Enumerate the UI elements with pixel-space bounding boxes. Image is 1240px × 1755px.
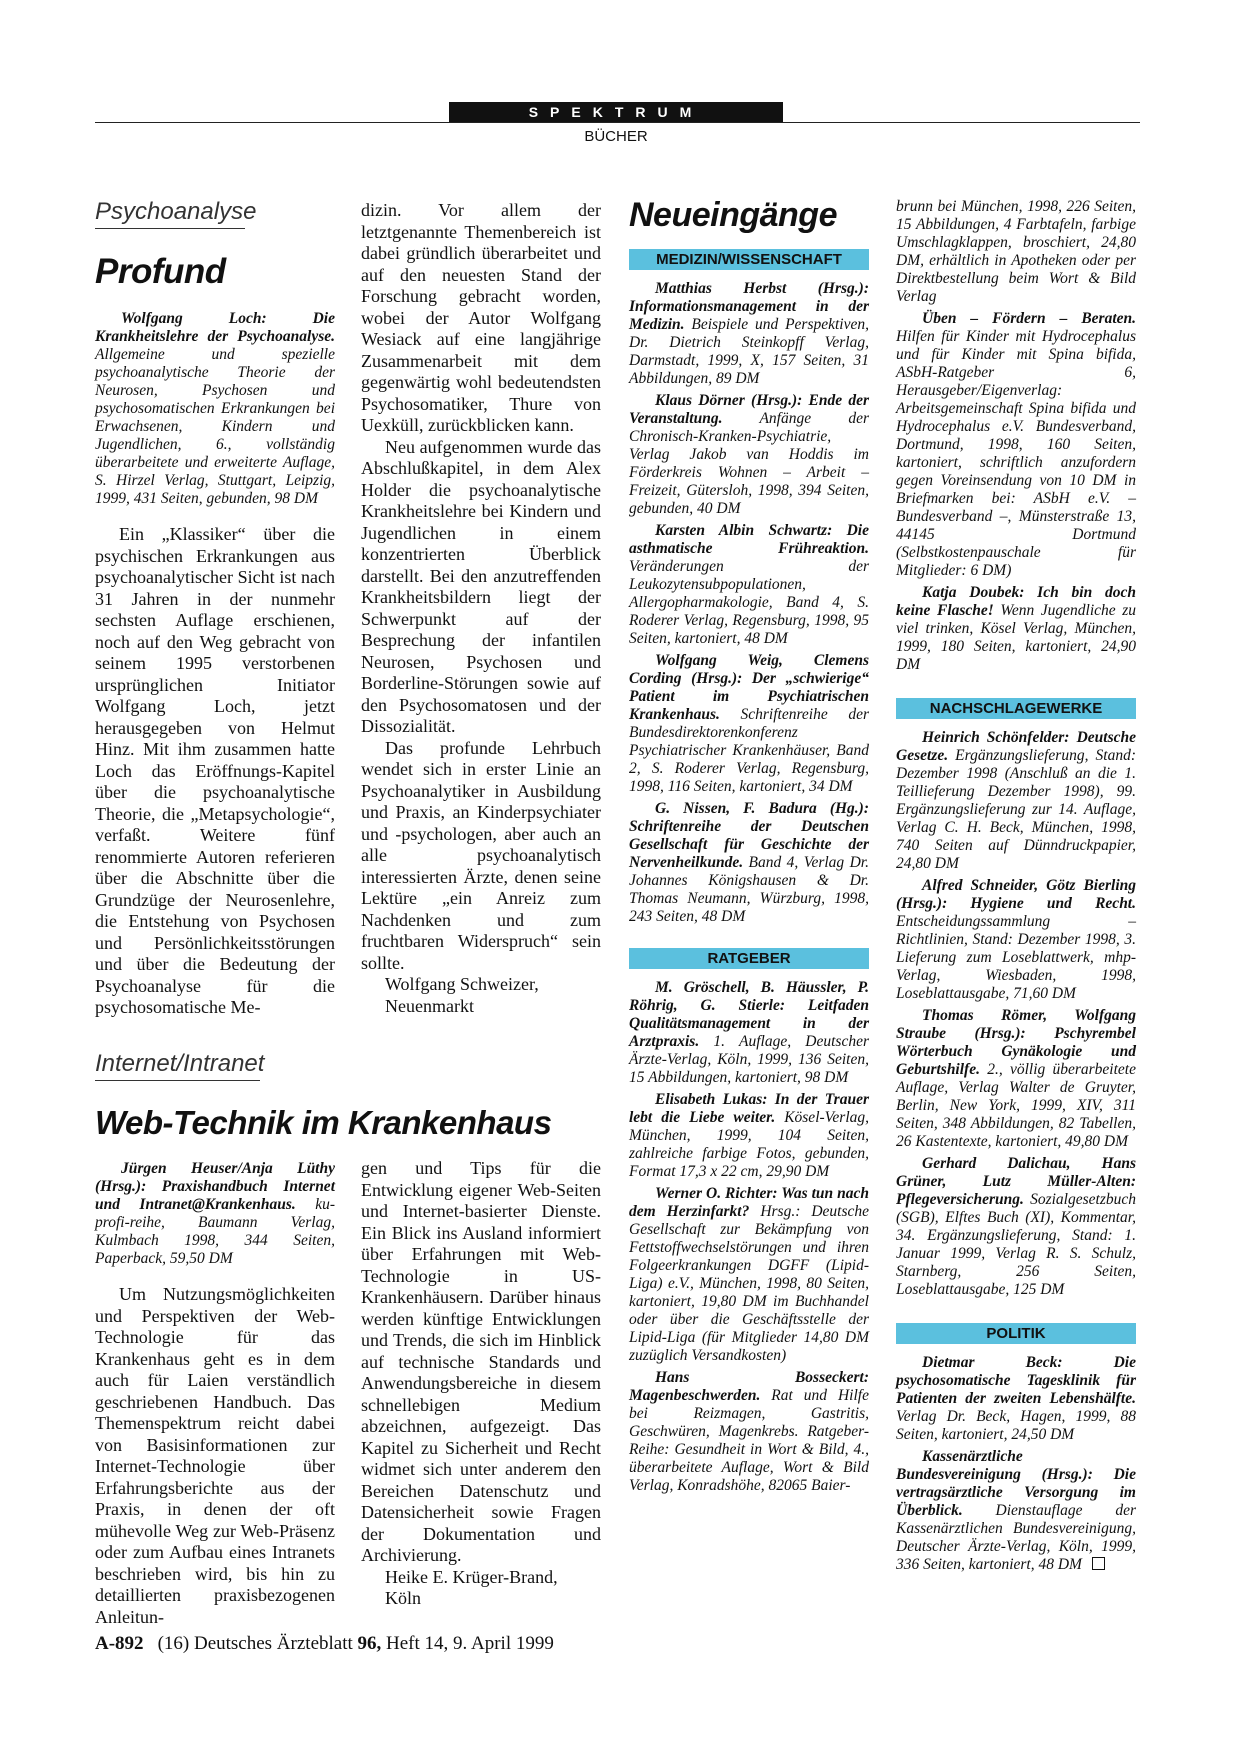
article2-paragraph-1-cont: gen und Tips für die Entwicklung eigener Web-Seiten und Internet-basierter Dienste. Ein Blick ins Ausland informiert über Erfahrungen mit Web-Technologie in US-Krankenhäusern. Darüber hinaus werden künftige Entwicklungen und Trends, die sich im Hinblick auf technische Standards und Anwendungsbereiche in diesem schnellebigen Medium abzeichnen, aufgezeigt. Das Kapitel zu Sicherheit und Recht widmet sich unter anderem den Bereichen Datenschutz und Datensicherheit sowie Fragen der Dokumentation und Archivierung. [361,1158,601,1565]
list-item: Dietmar Beck: Die psychosomatische Tagesklinik für Patienten der zweiten Lebenshälfte. Verlag Dr. Beck, Hagen, 1999, 88 Seiten, kartoniert, 24,50 DM [896,1354,1136,1443]
article2-col1 [95,1160,335,1628]
header-rule [95,122,1140,123]
neueingaenge-col4 [896,198,1136,1578]
category-nachschlagewerke: NACHSCHLAGEWERKE [896,698,1136,719]
footer-issue: Heft 14, 9. April 1999 [381,1633,554,1654]
list-item: Matthias Herbst (Hrsg.): Informationsmanagement in der Medizin. Beispiele und Perspektiven, Dr. Dietrich Steinkopff Verlag, Darmstadt, 1999, X, 157 Seiten, 31 Abbildungen, 89 DM [629,280,869,387]
section-label: BÜCHER [584,128,648,145]
list-item: M. Gröschell, B. Häussler, P. Röhrig, G. Stierle: Leitfaden Qualitätsmanagement in der Arztpraxis. 1. Auflage, Deutscher Ärzte-Verlag, Köln, 1999, 136 Seiten, 15 Abbildungen, kartoniert, 98 DM [629,979,869,1086]
list-item: Kassenärztliche Bundesvereinigung (Hrsg.): Die vertragsärztliche Versorgung im Überblick. Dienstauflage der Kassenärztlichen Bundesvereinigung, Deutscher Ärzte-Verlag, Köln, 1999, 336 Seiten, kartoniert, 48 DM [896,1448,1136,1573]
category-medizin: MEDIZIN/WISSENSCHAFT [629,249,869,270]
list-item: Hans Bosseckert: Magenbeschwerden. Rat und Hilfe bei Reizmagen, Gastritis, Geschwüren, Magenkrebs. Ratgeber-Reihe: Gesundheit in Wort & Bild, 4., überarbeitete Auflage, Wort & Bild Verlag, Konradshöhe, 82065 Baier- [629,1369,869,1494]
list-item: Wolfgang Weig, Clemens Cording (Hrsg.): Der „schwierige“ Patient im Psychiatrischen Krankenhaus. Schriftenreihe der Bundesdirektorenkonferenz Psychiatrischer Krankenhäuser, Band 2, S. Roderer Verlag, Regensburg, 1998, 116 Seiten, kartoniert, 34 DM [629,652,869,795]
footer-citation: (16) Deutsches Ärzteblatt [157,1633,358,1654]
neueingaenge-col3 [629,196,869,1499]
article2-title: Web-Technik im Krankenhaus [95,1104,552,1141]
article2-paragraph-1: Um Nutzungsmöglichkeiten und Perspektiven der Web-Technologie für das Krankenhaus geht es in dem auch für Laien verständlich geschriebenen Handbuch. Das Themenspektrum reicht dabei von Basisinformationen zur Internet-Technologie über Erfahrungsberichte aus der Praxis, in denen der oft mühevolle Weg zur Web-Präsenz oder zum Aufbau eines Intranets beschrieben wird, bis hin zu detaillierten praxisbezogenen Anleitun- [95,1284,335,1627]
end-mark-icon [1092,1557,1105,1570]
footer-volume: 96, [357,1633,382,1654]
category-politik: POLITIK [896,1323,1136,1344]
neueingaenge-title: Neueingänge [629,196,837,234]
article1-author: Wolfgang Schweizer, [385,974,539,994]
list-item: Üben – Fördern – Beraten. Hilfen für Kinder mit Hydrocephalus und für Kinder mit Spina bifida, ASbH-Ratgeber 6, Herausgeber/Eigenverlag: Arbeitsgemeinschaft Spina bifida und Hydrocephalus e.V. Bundesverband, Dortmund, 1998, 160 Seiten, kartoniert, schriftlich anzufordern gegen Voreinsendung von 10 DM in Briefmarken bei: ASbH e.V. – Bundesverband –, Münsterstraße 13, 44145 Dortmund (Selbstkostenpauschale für Mitglieder: 6 DM) [896,310,1136,579]
article1-col1 [95,310,335,1019]
list-item: G. Nissen, F. Badura (Hg.): Schriftenreihe der Deutschen Gesellschaft für Geschichte der Nervenheilkunde. Band 4, Verlag Dr. Johannes Königshausen & Dr. Thomas Neumann, Würzburg, 1998, 243 Seiten, 48 DM [629,800,869,925]
article1-bib-detail: Allgemeine und spezielle psychoanalytische Theorie der Neurosen, Psychosen und psychosomatischen Erkrankungen bei Erwachsenen, Kindern und Jugendlichen, 6., vollständig überarbeitete und erweiterte Auflage, S. Hirzel Verlag, Stuttgart, Leipzig, 1999, 431 Seiten, gebunden, 98 DM [95,346,335,507]
article1-paragraph-1-cont: dizin. Vor allem der letztgenannte Themenbereich ist dabei gründlich überarbeitet und auf den neuesten Stand der Forschung gebracht worden, wobei der Autor Wolfgang Wesiack auf eine langjährige Zusammenarbeit mit dem gegenwärtig wohl bedeutendsten Psychosomatiker, Thure von Uexküll, zurückblicken kann. [361,200,601,435]
article1-kicker: Psychoanalyse [95,198,245,229]
list-item: Karsten Albin Schwartz: Die asthmatische Frühreaktion. Veränderungen der Leukozytensubpopulationen, Allergopharmakologie, Band 4, S. Roderer Verlag, Regensburg, 1998, 95 Seiten, kartoniert, 48 DM [629,522,869,647]
list-item-cont: brunn bei München, 1998, 226 Seiten, 15 Abbildungen, 4 Farbtafeln, farbige Umschlagklappen, broschiert, 24,80 DM, erhältlich in Apotheken oder per Direktbestellung beim Wort & Bild Verlag [896,198,1136,305]
page-number: A-892 [95,1633,144,1654]
article1-paragraph-3: Das profunde Lehrbuch wendet sich in erster Linie an Psychoanalytiker in Ausbildung und Praxis, an Kinderpsychiater und -psychologen, aber auch an alle psychoanalytisch interessierten Ärzte, denen seine Lektüre „ein Anreiz zum Nachdenken und zum fruchtbaren Widerspruch“ sein sollte. [361,737,601,973]
article1-col2 [361,200,601,1017]
list-item: Gerhard Dalichau, Hans Grüner, Lutz Müller-Alten: Pflegeversicherung. Sozialgesetzbuch (SGB), Elftes Buch (XI), Kommentar, 34. Ergänzungslieferung, Stand: 1. Januar 1999, Verlag R. S. Schulz, Starnberg, 256 Seiten, Loseblattausgabe, 125 DM [896,1155,1136,1298]
masthead: SPEKTRUM [449,102,783,123]
list-item: Elisabeth Lukas: In der Trauer lebt die Liebe weiter. Kösel-Verlag, München, 1999, 104 Seiten, zahlreiche farbige Fotos, gebunden, Format 17,3 x 22 cm, 29,90 DM [629,1091,870,1180]
list-item: Thomas Römer, Wolfgang Straube (Hrsg.): Pschyrembel Wörterbuch Gynäkologie und Geburtshilfe. 2., völlig überarbeitete Auflage, Verlag Walter de Gruyter, Berlin, New York, 1999, XIV, 311 Seiten, 348 Abbildungen, 82 Tabellen, 26 Kastentexte, kartoniert, 49,80 DM [896,1007,1136,1150]
list-item: Alfred Schneider, Götz Bierling (Hrsg.): Hygiene und Recht. Entscheidungssammlung – Richtlinien, Stand: Dezember 1998, 3. Lieferung zum Loseblattwerk, mhp-Verlag, Wiesbaden, 1998, Loseblattausgabe, 71,60 DM [896,877,1136,1002]
article1-author-place: Neuenmarkt [385,995,474,1016]
article2-bib-detail: ku-profi-reihe, Baumann Verlag, Kulmbach 1998, 344 Seiten, Paperback, 59,50 DM [95,1196,335,1267]
article2-kicker: Internet/Intranet [95,1050,260,1081]
list-item: Heinrich Schönfelder: Deutsche Gesetze. Ergänzungslieferung, Stand: Dezember 1998 (Anschluß an die 1. Teillieferung Dezember 1998), 99. Ergänzungslieferung zur 14. Auflage, Verlag C. H. Beck, München, 1998, 740 Seiten auf Dünndruckpapier, 24,80 DM [896,729,1136,872]
article2-author: Heike E. Krüger-Brand, [385,1566,558,1587]
article1-paragraph-2: Neu aufgenommen wurde das Abschlußkapitel, in dem Alex Holder die psychoanalytische Krankheitslehre bei Kindern und Jugendlichen in einem konzentrierten Überblick darstellt. Bei den anzutreffenden Krankheitsbildern liegt der Schwerpunkt auf der Besprechung der infantilen Neurosen, Psychosen und Borderline-Störungen sowie auf den Psychosomatosen und der Dissozialität. [361,436,601,736]
article2-author-place: Köln [385,1588,421,1608]
article1-paragraph-1: Ein „Klassiker“ über die psychischen Erkrankungen aus psychoanalytischer Sicht ist nach 31 Jahren in der nunmehr sechsten Auflage erschienen, noch auf den Weg gebracht von seinem 1995 verstorbenen ursprünglichen Initiator Wolfgang Loch, jetzt herausgegeben von Helmut Hinz. Mit ihm zusammen hatte Loch das Eröffnungs-Kapitel über die psychoanalytische Theorie, die „Metapsychologie“, verfaßt. Weitere fünf renommierte Autoren referieren über die Abschnitte über die Grundzüge der Neurosenlehre, die Entstehung von Psychosen und Persönlichkeitsstörungen und über die Bedeutung der Psychoanalyse für die psychosomatische Me- [95,524,335,1017]
article1-bib-author: Wolfgang Loch: Die Krankheitslehre der Psychoanalyse. [95,310,335,345]
list-item: Katja Doubek: Ich bin doch keine Flasche! Wenn Jugendliche zu viel trinken, Kösel Verlag, München, 1999, 180 Seiten, kartoniert, 24,90 DM [896,584,1136,673]
page-footer [95,1633,554,1655]
list-item: Klaus Dörner (Hrsg.): Ende der Veranstaltung. Anfänge der Chronisch-Kranken-Psychiatrie, Verlag Jakob van Hoddis im Förderkreis Wohnen – Arbeit – Freizeit, Gütersloh, 1998, 394 Seiten, gebunden, 40 DM [629,392,869,517]
category-ratgeber: RATGEBER [629,948,869,969]
article2-col2 [361,1158,601,1610]
list-item: Werner O. Richter: Was tun nach dem Herzinfarkt? Hrsg.: Deutsche Gesellschaft zur Bekämpfung von Fettstoffwechselstörungen und ihren Folgeerkrankungen DGFF (Lipid-Liga) e.V., München, 1998, 80 Seiten, kartoniert, 19,80 DM im Buchhandel oder über die Geschäftsstelle der Lipid-Liga (für Mitglieder 14,80 DM zuzüglich Versandkosten) [629,1185,869,1364]
article2-bib-author: Jürgen Heuser/Anja Lüthy (Hrsg.): Praxishandbuch Internet und Intranet@Krankenhaus. [95,1160,335,1213]
article1-title: Profund [95,252,226,291]
